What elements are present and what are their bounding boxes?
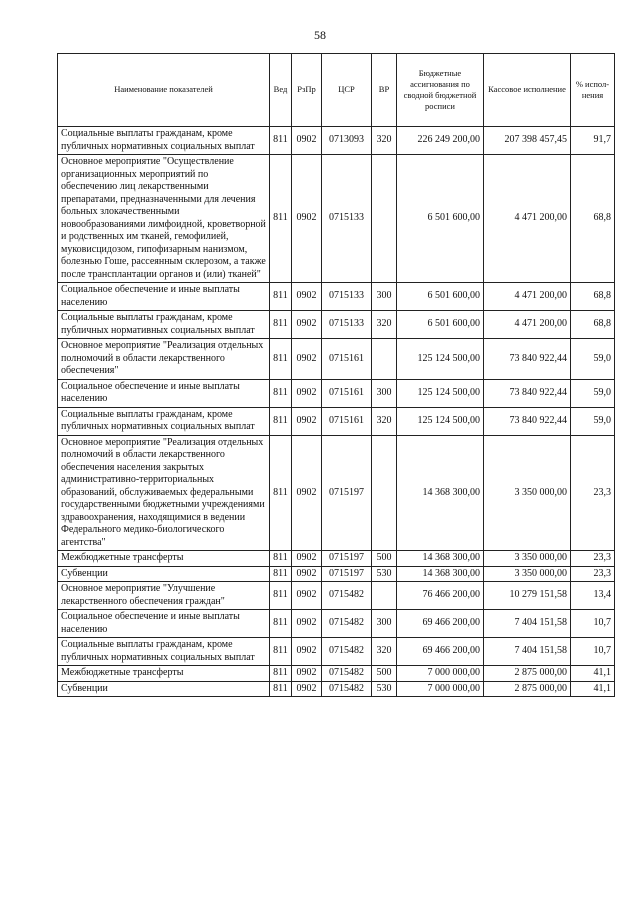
row-csr: 0715482: [322, 681, 372, 697]
row-csr: 0715133: [322, 283, 372, 311]
row-csr: 0715133: [322, 155, 372, 283]
row-rzpr: 0902: [292, 311, 322, 339]
row-rzpr: 0902: [292, 339, 322, 380]
row-pct: 41,1: [571, 681, 615, 697]
row-csr: 0715482: [322, 638, 372, 666]
row-pct: 10,7: [571, 610, 615, 638]
row-cash: 2 875 000,00: [484, 666, 571, 682]
row-rzpr: 0902: [292, 582, 322, 610]
row-rzpr: 0902: [292, 681, 322, 697]
row-vr: 530: [372, 566, 397, 582]
row-ved: 811: [270, 638, 292, 666]
table-row: [58, 435, 615, 551]
row-csr: 0715197: [322, 566, 372, 582]
row-budget: 125 124 500,00: [397, 379, 484, 407]
row-pct: 23,3: [571, 435, 615, 551]
row-pct: 59,0: [571, 379, 615, 407]
row-rzpr: 0902: [292, 610, 322, 638]
row-ved: 811: [270, 127, 292, 155]
row-ved: 811: [270, 339, 292, 380]
row-csr: 0715482: [322, 582, 372, 610]
row-name: Социальное обеспечение и иные выплаты населению: [58, 283, 270, 311]
row-vr: 530: [372, 681, 397, 697]
row-ved: 811: [270, 681, 292, 697]
row-budget: 6 501 600,00: [397, 283, 484, 311]
row-rzpr: 0902: [292, 407, 322, 435]
row-cash: 73 840 922,44: [484, 407, 571, 435]
row-ved: 811: [270, 379, 292, 407]
row-cash: 2 875 000,00: [484, 681, 571, 697]
table-row: [58, 582, 615, 610]
row-vr: 300: [372, 283, 397, 311]
header-vr: ВР: [372, 54, 397, 127]
row-vr: 300: [372, 610, 397, 638]
row-name: Основное мероприятие "Реализация отдельных полномочий в области лекарственного обеспечения": [58, 339, 270, 380]
row-name: Субвенции: [58, 681, 270, 697]
header-rzpr: РзПр: [292, 54, 322, 127]
table-row: [58, 610, 615, 638]
row-budget: 6 501 600,00: [397, 311, 484, 339]
row-pct: 10,7: [571, 638, 615, 666]
row-budget: 69 466 200,00: [397, 610, 484, 638]
row-csr: 0715482: [322, 666, 372, 682]
table-row: [58, 283, 615, 311]
header-budget: Бюджетные ассигнования по сводной бюджетной росписи: [397, 54, 484, 127]
row-csr: 0715161: [322, 379, 372, 407]
row-budget: 226 249 200,00: [397, 127, 484, 155]
table-row: [58, 339, 615, 380]
row-cash: 4 471 200,00: [484, 311, 571, 339]
row-csr: 0715161: [322, 339, 372, 380]
budget-execution-table: [57, 53, 615, 697]
row-vr: 320: [372, 127, 397, 155]
row-ved: 811: [270, 582, 292, 610]
row-vr: [372, 582, 397, 610]
row-ved: 811: [270, 566, 292, 582]
row-csr: 0715133: [322, 311, 372, 339]
table-body: [58, 127, 615, 697]
row-name: Социальные выплаты гражданам, кроме публичных нормативных социальных выплат: [58, 127, 270, 155]
row-name: Межбюджетные трансферты: [58, 551, 270, 567]
table-row: [58, 311, 615, 339]
row-vr: [372, 339, 397, 380]
row-ved: 811: [270, 610, 292, 638]
table-row: [58, 566, 615, 582]
row-name: Основное мероприятие "Осуществление организационных мероприятий по обеспечению лиц лекарственными препаратами, предназначенными для лечения больных злокачественными новообразованиями лимфоидной, кроветворной и родственных им тканей, гемофилией, муковисцидозом, гипофизарным нанизмом, болезнью Гоше, рассеянным склерозом, а также после трансплантации органов и (или) тканей": [58, 155, 270, 283]
row-cash: 4 471 200,00: [484, 283, 571, 311]
row-ved: 811: [270, 666, 292, 682]
row-vr: [372, 435, 397, 551]
row-rzpr: 0902: [292, 566, 322, 582]
row-vr: 320: [372, 311, 397, 339]
row-budget: 125 124 500,00: [397, 407, 484, 435]
row-pct: 23,3: [571, 566, 615, 582]
table-row: [58, 638, 615, 666]
row-budget: 14 368 300,00: [397, 435, 484, 551]
row-name: Социальные выплаты гражданам, кроме публичных нормативных социальных выплат: [58, 638, 270, 666]
row-name: Субвенции: [58, 566, 270, 582]
header-name: Наименование показателей: [58, 54, 270, 127]
row-ved: 811: [270, 283, 292, 311]
row-budget: 7 000 000,00: [397, 666, 484, 682]
row-ved: 811: [270, 551, 292, 567]
row-budget: 7 000 000,00: [397, 681, 484, 697]
row-pct: 59,0: [571, 407, 615, 435]
row-budget: 14 368 300,00: [397, 551, 484, 567]
row-name: Основное мероприятие "Улучшение лекарственного обеспечения граждан": [58, 582, 270, 610]
row-pct: 68,8: [571, 311, 615, 339]
row-pct: 13,4: [571, 582, 615, 610]
table-row: [58, 155, 615, 283]
row-budget: 6 501 600,00: [397, 155, 484, 283]
row-pct: 68,8: [571, 155, 615, 283]
row-rzpr: 0902: [292, 155, 322, 283]
row-csr: 0713093: [322, 127, 372, 155]
row-csr: 0715161: [322, 407, 372, 435]
row-cash: 3 350 000,00: [484, 435, 571, 551]
row-rzpr: 0902: [292, 379, 322, 407]
row-name: Межбюджетные трансферты: [58, 666, 270, 682]
table-row: [58, 127, 615, 155]
row-rzpr: 0902: [292, 551, 322, 567]
row-ved: 811: [270, 155, 292, 283]
row-rzpr: 0902: [292, 666, 322, 682]
row-rzpr: 0902: [292, 435, 322, 551]
row-cash: 4 471 200,00: [484, 155, 571, 283]
row-budget: 76 466 200,00: [397, 582, 484, 610]
row-ved: 811: [270, 407, 292, 435]
row-name: Основное мероприятие "Реализация отдельных полномочий в области лекарственного обеспечения населения закрытых административно-территориальных образований, обслуживаемых федеральными государственными бюджетными учреждениями здравоохранения, находящимися в ведении Федерального медико-биологического агентства": [58, 435, 270, 551]
row-pct: 91,7: [571, 127, 615, 155]
row-cash: 3 350 000,00: [484, 551, 571, 567]
row-csr: 0715482: [322, 610, 372, 638]
row-pct: 23,3: [571, 551, 615, 567]
row-vr: 320: [372, 638, 397, 666]
table-row: [58, 666, 615, 682]
row-cash: 73 840 922,44: [484, 379, 571, 407]
row-vr: 300: [372, 379, 397, 407]
row-budget: 125 124 500,00: [397, 339, 484, 380]
row-budget: 69 466 200,00: [397, 638, 484, 666]
row-name: Социальные выплаты гражданам, кроме публичных нормативных социальных выплат: [58, 407, 270, 435]
row-vr: [372, 155, 397, 283]
table-header-row: [58, 54, 615, 127]
table-row: [58, 551, 615, 567]
row-vr: 320: [372, 407, 397, 435]
row-ved: 811: [270, 435, 292, 551]
row-csr: 0715197: [322, 551, 372, 567]
row-cash: 3 350 000,00: [484, 566, 571, 582]
row-name: Социальное обеспечение и иные выплаты населению: [58, 610, 270, 638]
row-rzpr: 0902: [292, 127, 322, 155]
row-rzpr: 0902: [292, 638, 322, 666]
row-vr: 500: [372, 551, 397, 567]
row-pct: 68,8: [571, 283, 615, 311]
row-csr: 0715197: [322, 435, 372, 551]
header-ved: Вед: [270, 54, 292, 127]
row-name: Социальные выплаты гражданам, кроме публичных нормативных социальных выплат: [58, 311, 270, 339]
row-cash: 207 398 457,45: [484, 127, 571, 155]
row-budget: 14 368 300,00: [397, 566, 484, 582]
header-cash: Кассовое исполнение: [484, 54, 571, 127]
row-cash: 73 840 922,44: [484, 339, 571, 380]
table-row: [58, 681, 615, 697]
row-vr: 500: [372, 666, 397, 682]
table-row: [58, 407, 615, 435]
row-rzpr: 0902: [292, 283, 322, 311]
page-number: 58: [314, 28, 326, 42]
header-csr: ЦСР: [322, 54, 372, 127]
row-cash: 7 404 151,58: [484, 638, 571, 666]
row-cash: 7 404 151,58: [484, 610, 571, 638]
row-pct: 59,0: [571, 339, 615, 380]
row-pct: 41,1: [571, 666, 615, 682]
header-pct: % испол-нения: [571, 54, 615, 127]
row-name: Социальное обеспечение и иные выплаты населению: [58, 379, 270, 407]
table-row: [58, 379, 615, 407]
row-cash: 10 279 151,58: [484, 582, 571, 610]
row-ved: 811: [270, 311, 292, 339]
